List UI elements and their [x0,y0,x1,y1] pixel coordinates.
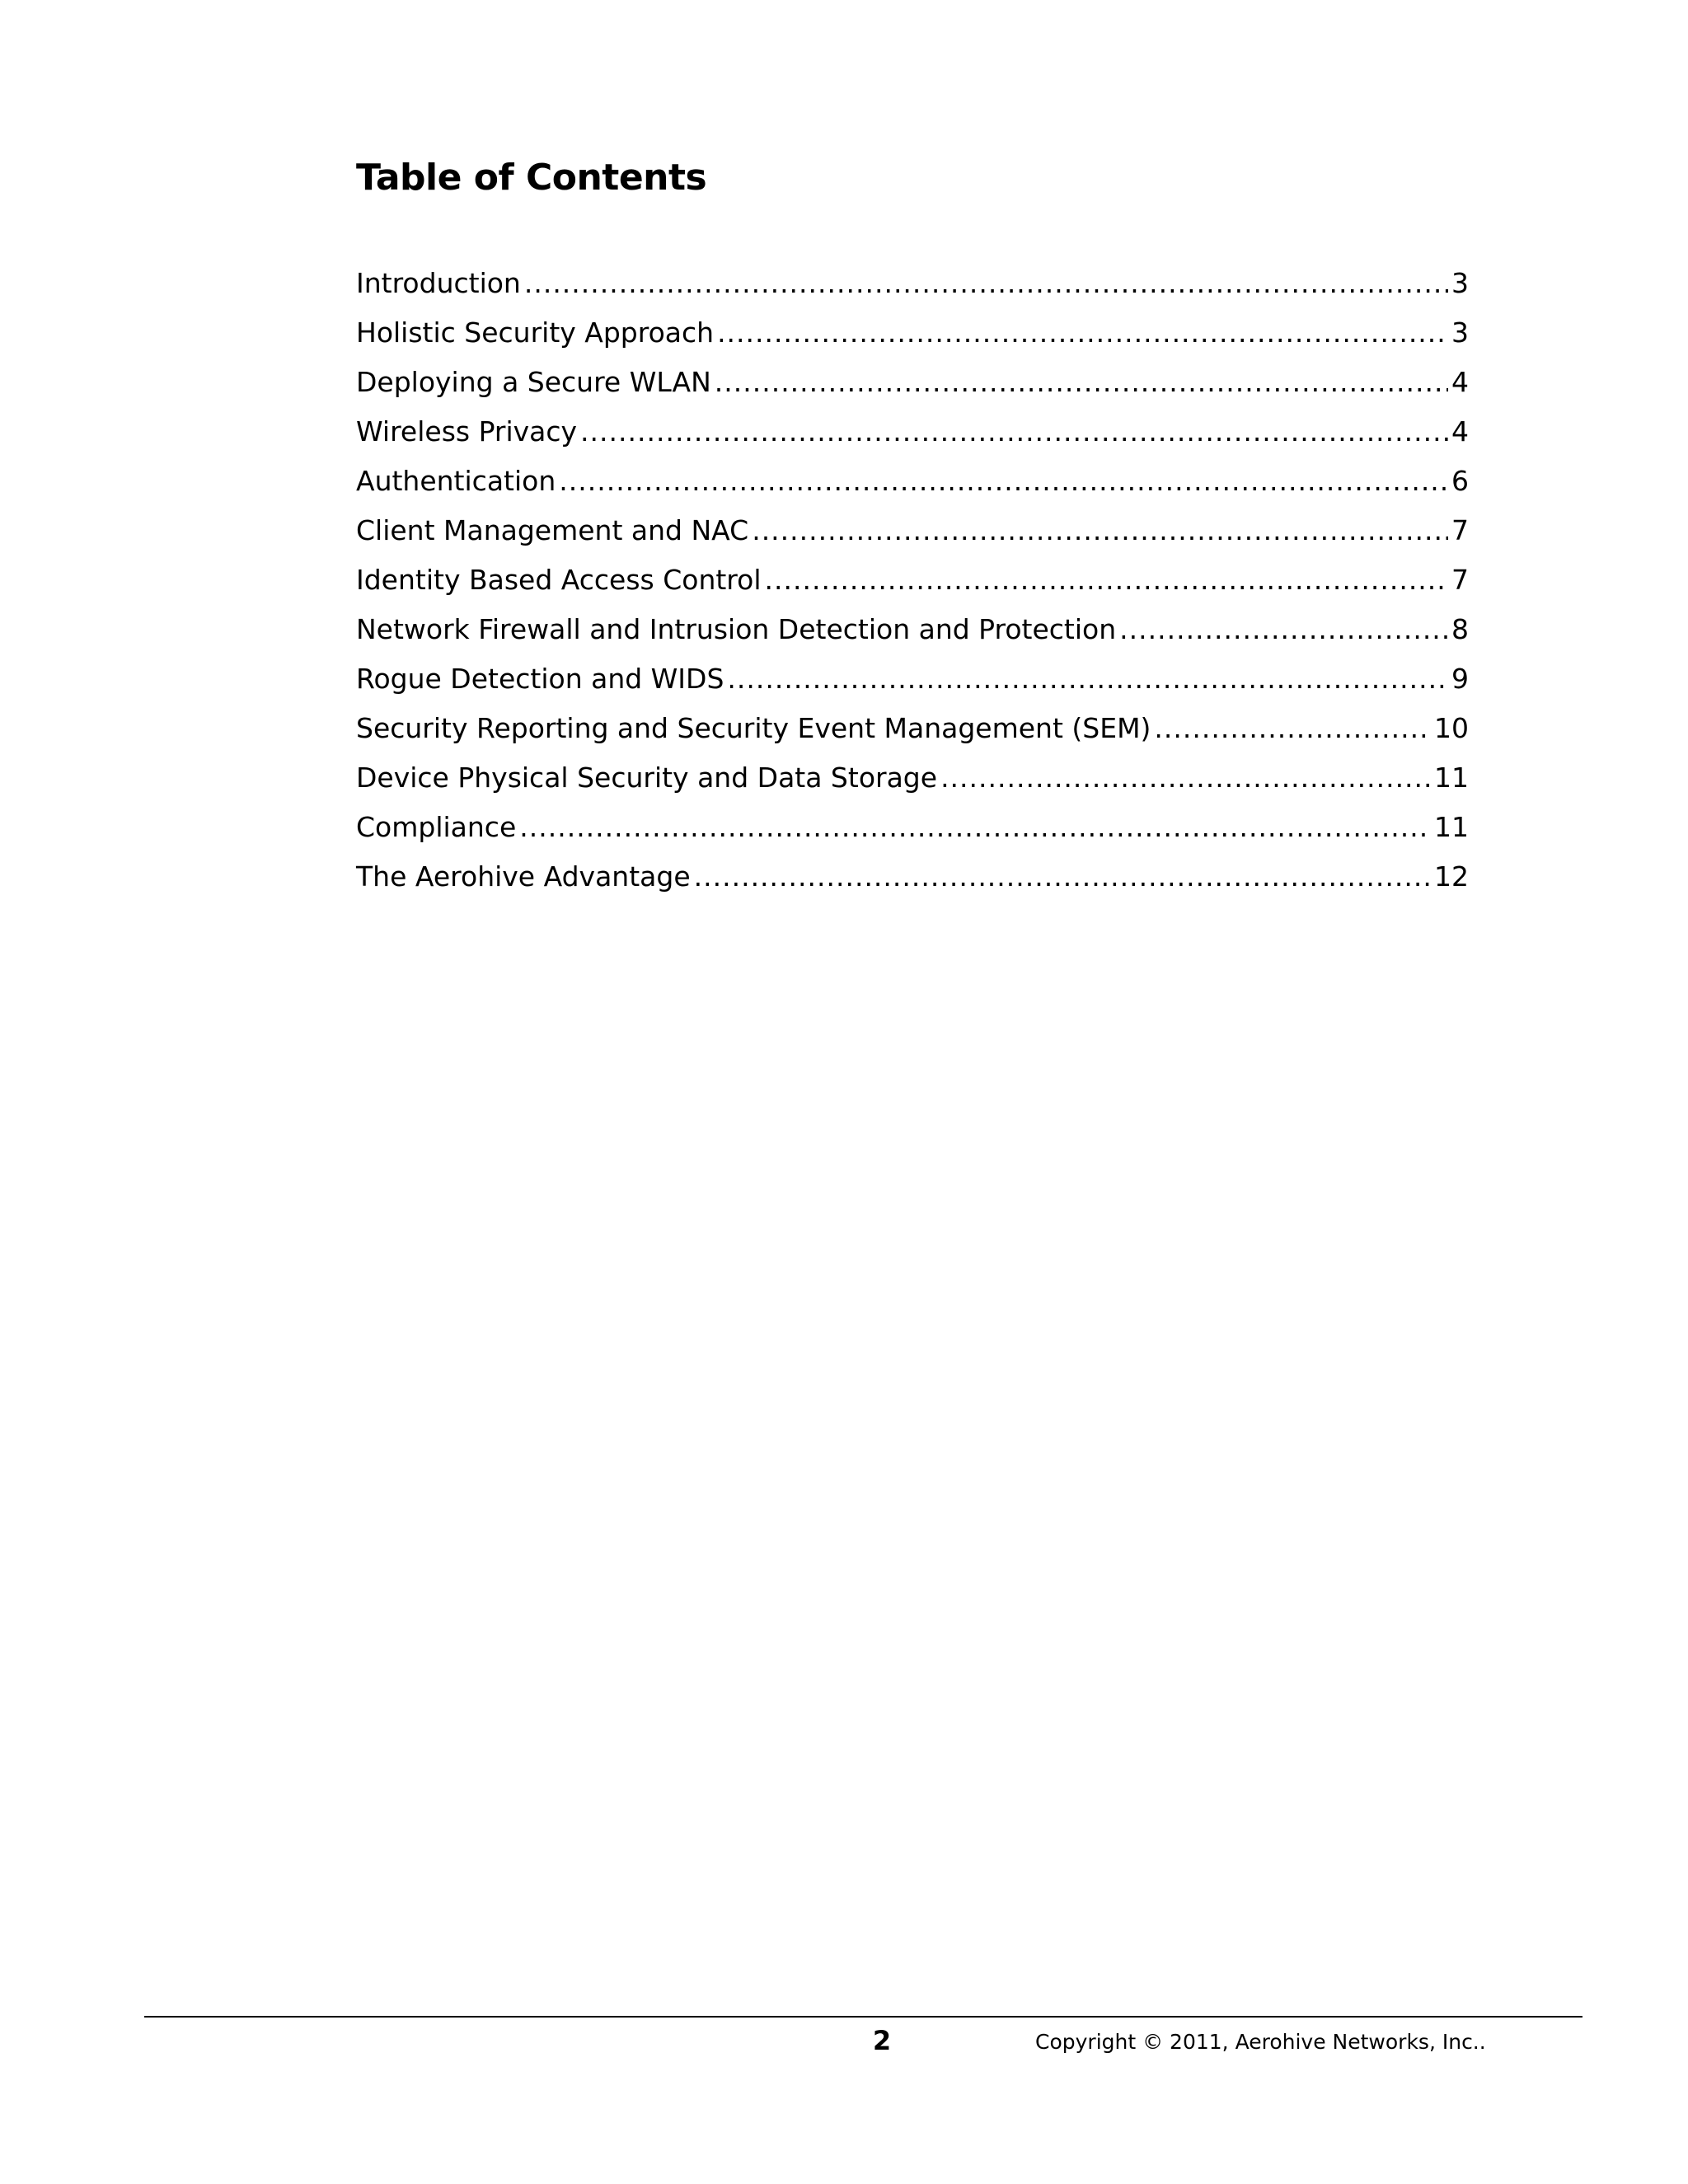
dot-leader [765,562,1448,598]
toc-entry-holistic-security-approach[interactable] [356,315,1469,364]
toc-entry-client-management-nac[interactable] [356,513,1469,562]
dot-leader [1154,710,1431,747]
dot-leader [1119,612,1448,648]
toc-entry-compliance[interactable] [356,809,1469,859]
toc-entry-aerohive-advantage[interactable] [356,859,1469,908]
toc-entry-introduction[interactable] [356,265,1469,315]
toc-entry-page: 12 [1434,860,1469,893]
toc-entry-page: 7 [1451,564,1469,596]
toc-entry-deploying-secure-wlan[interactable] [356,364,1469,414]
toc-entry-page: 10 [1434,712,1469,744]
toc-entry-label: Introduction [356,267,521,299]
toc-entry-security-reporting-sem[interactable] [356,710,1469,760]
toc-entry-device-physical-security[interactable] [356,760,1469,809]
toc-entry-label: Rogue Detection and WIDS [356,663,724,695]
toc-entry-label: The Aerohive Advantage [356,860,691,893]
toc-entry-wireless-privacy[interactable] [356,414,1469,463]
toc-entry-identity-based-access-control[interactable] [356,562,1469,612]
dot-leader [717,315,1448,351]
dot-leader [694,859,1431,895]
toc-entry-page: 4 [1451,366,1469,398]
toc-entry-label: Authentication [356,465,556,497]
toc-entry-label: Device Physical Security and Data Storage [356,762,938,794]
toc-entry-page: 7 [1451,514,1469,546]
toc-entry-page: 11 [1434,762,1469,794]
toc-entry-page: 6 [1451,465,1469,497]
toc-entry-label: Deploying a Secure WLAN [356,366,711,398]
toc-entry-page: 3 [1451,267,1469,299]
dot-leader [519,809,1431,846]
dot-leader [727,661,1448,697]
toc-entry-page: 3 [1451,316,1469,349]
dot-leader [559,463,1448,499]
toc-entry-page: 8 [1451,613,1469,645]
toc-entry-label: Identity Based Access Control [356,564,762,596]
dot-leader [752,513,1448,549]
table-of-contents [356,265,1469,908]
dot-leader [524,265,1448,302]
toc-entry-label: Holistic Security Approach [356,316,715,349]
toc-entry-page: 11 [1434,811,1469,843]
toc-entry-authentication[interactable] [356,463,1469,513]
footer-divider [144,2016,1582,2018]
toc-entry-label: Security Reporting and Security Event Management (SEM) [356,712,1151,744]
footer-copyright: Copyright © 2011, Aerohive Networks, Inc.. [1035,2030,1486,2054]
dot-leader [580,414,1448,450]
toc-entry-page: 9 [1451,663,1469,695]
toc-entry-label: Wireless Privacy [356,415,578,448]
toc-entry-label: Network Firewall and Intrusion Detection and Protection [356,613,1117,645]
toc-entry-label: Client Management and NAC [356,514,749,546]
dot-leader [940,760,1431,796]
toc-entry-network-firewall[interactable] [356,612,1469,661]
toc-entry-page: 4 [1451,415,1469,448]
dot-leader [715,364,1448,401]
toc-entry-label: Compliance [356,811,517,843]
footer-page-number: 2 [872,2025,892,2056]
toc-entry-rogue-detection-wids[interactable] [356,661,1469,710]
page-title: Table of Contents [356,157,707,199]
